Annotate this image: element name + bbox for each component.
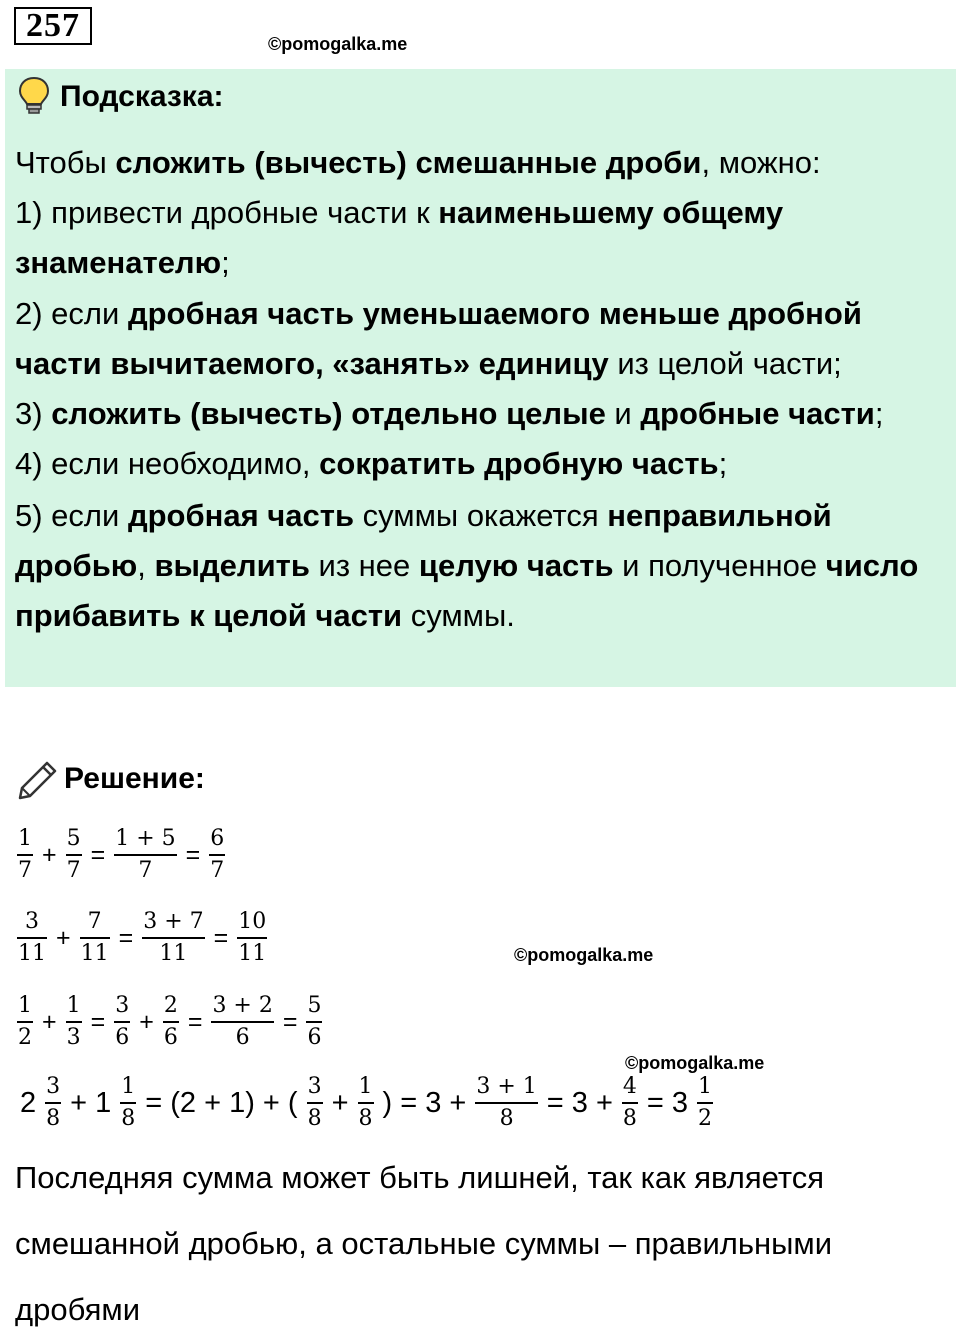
fraction xyxy=(142,909,204,967)
hint-text-segment: Чтобы xyxy=(15,145,116,180)
fraction-bar xyxy=(307,1102,323,1104)
denominator: 11 xyxy=(80,941,109,966)
equation-row xyxy=(14,826,228,884)
equation-row xyxy=(14,909,270,967)
fraction-bar xyxy=(622,1102,638,1104)
hint-text-segment: 5) если xyxy=(15,498,128,533)
denominator: 8 xyxy=(499,1106,514,1131)
denominator: 6 xyxy=(115,1025,130,1050)
denominator: 2 xyxy=(698,1106,713,1131)
hint-text-segment: 3) xyxy=(15,396,52,431)
hint-text-segment: и полученное xyxy=(613,548,826,583)
operator: = 3 xyxy=(646,1086,689,1119)
fraction xyxy=(66,826,82,884)
operator: = xyxy=(282,1007,298,1036)
numerator: 1 xyxy=(121,1074,136,1099)
fraction-bar xyxy=(358,1102,374,1104)
fraction-bar xyxy=(142,937,204,939)
fraction xyxy=(66,993,82,1051)
hint-text-segment: ; xyxy=(874,396,884,431)
fraction-bar xyxy=(114,1021,130,1023)
hint-text-segment: из нее xyxy=(309,548,419,583)
fraction xyxy=(17,826,33,884)
numerator: 3 + 2 xyxy=(212,993,273,1018)
operator: = xyxy=(185,840,201,869)
denominator: 6 xyxy=(235,1025,250,1050)
numerator: 6 xyxy=(210,826,225,851)
denominator: 8 xyxy=(121,1106,136,1131)
fraction-bar xyxy=(80,937,110,939)
operator: = xyxy=(118,923,134,952)
fraction-bar xyxy=(697,1102,713,1104)
hint-line xyxy=(15,193,783,233)
hint-text-segment: , можно: xyxy=(701,145,821,180)
numerator: 4 xyxy=(622,1074,637,1099)
solution-title: Решение: xyxy=(64,762,205,795)
fraction xyxy=(163,993,179,1051)
hint-text-segment: суммы. xyxy=(402,598,515,633)
task-number: 257 xyxy=(14,7,92,45)
denominator: 3 xyxy=(66,1025,81,1050)
operator: = xyxy=(187,1007,203,1036)
conclusion-line-2: смешанной дробью, а остальные суммы – правильными xyxy=(15,1226,833,1261)
fraction-bar xyxy=(475,1102,537,1104)
denominator: 11 xyxy=(238,941,267,966)
fraction xyxy=(114,993,130,1051)
numerator: 1 xyxy=(18,826,32,851)
fraction-bar xyxy=(17,937,47,939)
lightbulb-icon xyxy=(17,75,51,115)
denominator: 7 xyxy=(138,858,153,883)
fraction xyxy=(358,1074,374,1132)
watermark-top: ©pomogalka.me xyxy=(268,34,408,54)
numerator: 3 + 1 xyxy=(476,1074,537,1099)
fraction-bar xyxy=(237,937,267,939)
fraction xyxy=(80,909,110,967)
fraction-bar xyxy=(17,1021,33,1023)
numerator: 7 xyxy=(87,909,102,934)
hint-line xyxy=(15,143,821,183)
denominator: 7 xyxy=(18,858,32,883)
hint-bold-text: дробная часть xyxy=(127,498,355,533)
pencil-icon xyxy=(17,759,59,801)
operator: = (2 + 1) + ( xyxy=(145,1086,298,1119)
fraction xyxy=(475,1074,537,1132)
fraction-bar xyxy=(306,1021,322,1023)
fraction xyxy=(307,1074,323,1132)
fraction xyxy=(120,1074,136,1132)
fraction-bar xyxy=(66,1021,82,1023)
fraction xyxy=(17,993,33,1051)
hint-text-segment: ; xyxy=(718,446,728,481)
denominator: 6 xyxy=(163,1025,178,1050)
watermark-middle: ©pomogalka.me xyxy=(514,945,654,965)
denominator: 7 xyxy=(210,858,225,883)
denominator: 6 xyxy=(307,1025,322,1050)
watermark-bottom: ©pomogalka.me xyxy=(625,1053,765,1073)
operator: = xyxy=(90,840,106,869)
hint-text-segment: 1) привести дробные части к xyxy=(15,195,439,230)
denominator: 8 xyxy=(307,1106,322,1131)
hint-text-segment: 2) если xyxy=(15,296,128,331)
hint-text-segment: и xyxy=(605,396,641,431)
hint-bold-text: дробью xyxy=(15,548,138,583)
hint-line xyxy=(15,444,727,484)
hint-text-segment: 4) если необходимо, xyxy=(15,446,320,481)
fraction xyxy=(237,909,267,967)
operator: = xyxy=(213,923,229,952)
equation-row xyxy=(14,993,325,1051)
operator: + xyxy=(56,923,71,952)
hint-bold-text: сложить (вычесть) смешанные дроби xyxy=(115,145,702,180)
hint-text-segment: , xyxy=(137,548,155,583)
hint-text-segment: суммы окажется xyxy=(354,498,608,533)
hint-bold-text: целую часть xyxy=(418,548,614,583)
fraction xyxy=(306,993,322,1051)
fraction-bar xyxy=(211,1021,273,1023)
hint-bold-text: неправильной xyxy=(607,498,832,533)
numerator: 1 xyxy=(358,1074,373,1099)
hint-bold-text: выделить xyxy=(154,548,310,583)
hint-title: Подсказка: xyxy=(60,80,224,113)
operator: 2 xyxy=(20,1086,37,1119)
hint-line xyxy=(15,344,842,384)
fraction xyxy=(211,993,273,1051)
numerator: 2 xyxy=(163,993,178,1018)
denominator: 8 xyxy=(622,1106,637,1131)
conclusion-line-1: Последняя сумма может быть лишней, так как является xyxy=(15,1160,825,1195)
fraction-bar xyxy=(209,854,225,856)
fraction xyxy=(697,1074,713,1132)
denominator: 8 xyxy=(358,1106,373,1131)
numerator: 1 + 5 xyxy=(115,826,176,851)
hint-bold-text: знаменателю xyxy=(15,245,222,280)
hint-text-segment: из целой части; xyxy=(608,346,842,381)
numerator: 1 xyxy=(18,993,32,1018)
operator: ) = 3 + xyxy=(382,1086,467,1119)
hint-bold-text: число xyxy=(825,548,919,583)
fraction xyxy=(622,1074,638,1132)
hint-line xyxy=(15,294,862,334)
fraction-bar xyxy=(45,1102,61,1104)
conclusion-line-3: дробями xyxy=(15,1292,141,1327)
fraction-bar xyxy=(163,1021,179,1023)
numerator: 5 xyxy=(66,826,81,851)
hint-line xyxy=(15,394,883,434)
hint-bold-text: наименьшему общему xyxy=(438,195,784,230)
operator: + xyxy=(42,840,57,869)
hint-line xyxy=(15,496,832,536)
fraction-bar xyxy=(17,854,33,856)
hint-bold-text: дробные части xyxy=(640,396,875,431)
denominator: 7 xyxy=(66,858,81,883)
fraction-bar xyxy=(120,1102,136,1104)
fraction xyxy=(17,909,47,967)
numerator: 1 xyxy=(698,1074,713,1099)
hint-text-segment: ; xyxy=(221,245,230,280)
numerator: 3 + 7 xyxy=(143,909,204,934)
numerator: 3 xyxy=(115,993,130,1018)
operator: = xyxy=(90,1007,106,1036)
numerator: 3 xyxy=(25,909,39,934)
numerator: 1 xyxy=(66,993,81,1018)
operator: + xyxy=(139,1007,154,1036)
equation-row xyxy=(14,1074,716,1132)
hint-bold-text: прибавить к целой части xyxy=(15,598,403,633)
hint-line xyxy=(15,546,918,586)
operator: + 1 xyxy=(70,1086,112,1119)
fraction-bar xyxy=(114,854,176,856)
hint-bold-text: дробная часть уменьшаемого меньше дробной xyxy=(127,296,862,331)
hint-line xyxy=(15,596,515,636)
hint-bold-text: части вычитаемого, «занять» единицу xyxy=(15,346,609,381)
fraction xyxy=(45,1074,61,1132)
operator: = 3 + xyxy=(546,1086,613,1119)
operator: + xyxy=(331,1086,349,1119)
fraction-bar xyxy=(66,854,82,856)
denominator: 8 xyxy=(46,1106,61,1131)
fraction xyxy=(209,826,225,884)
fraction xyxy=(114,826,176,884)
numerator: 5 xyxy=(307,993,322,1018)
denominator: 2 xyxy=(18,1025,32,1050)
hint-bold-text: сложить (вычесть) отдельно целые xyxy=(51,396,606,431)
denominator: 11 xyxy=(159,941,188,966)
denominator: 11 xyxy=(18,941,46,966)
operator: + xyxy=(42,1007,57,1036)
hint-bold-text: сократить дробную часть xyxy=(319,446,719,481)
hint-line xyxy=(15,243,230,283)
numerator: 10 xyxy=(238,909,267,934)
numerator: 3 xyxy=(46,1074,61,1099)
numerator: 3 xyxy=(307,1074,322,1099)
